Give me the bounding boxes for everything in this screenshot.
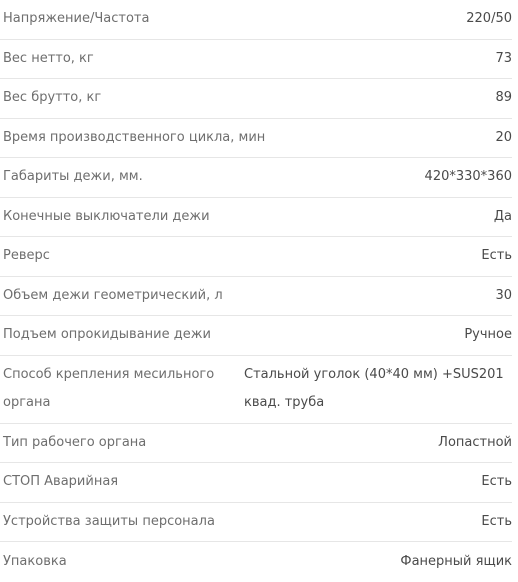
spec-label: Способ крепления месильного органа [3, 366, 215, 410]
spec-value: Лопастной [438, 434, 512, 450]
spec-label: Вес брутто, кг [3, 90, 102, 106]
spec-row [0, 424, 512, 464]
spec-value: 89 [495, 90, 512, 106]
spec-row [0, 79, 512, 119]
spec-row [0, 0, 512, 40]
spec-row [0, 316, 512, 356]
spec-row [0, 542, 512, 582]
spec-label: Объем дежи геометрический, л [3, 287, 223, 303]
spec-label: Устройства защиты персонала [3, 513, 215, 529]
spec-label: СТОП Аварийная [3, 474, 119, 490]
spec-value: Есть [481, 248, 512, 264]
spec-value: Да [493, 208, 512, 224]
spec-row [0, 119, 512, 159]
spec-value: Фанерный ящик [400, 553, 512, 569]
spec-label: Подъем опрокидывание дежи [3, 327, 211, 343]
spec-label: Напряжение/Частота [3, 11, 150, 27]
spec-value: Есть [481, 474, 512, 490]
spec-label: Упаковка [3, 553, 67, 569]
spec-row [0, 237, 512, 277]
spec-label: Тип рабочего органа [3, 434, 147, 450]
spec-row [0, 463, 512, 503]
spec-row [0, 158, 512, 198]
spec-value: Ручное [464, 327, 512, 343]
spec-value: 220/50 [466, 11, 512, 27]
spec-value: 20 [495, 129, 512, 145]
spec-row [0, 503, 512, 543]
spec-label: Габариты дежи, мм. [3, 169, 143, 185]
spec-label: Время производственного цикла, мин [3, 129, 266, 145]
spec-value: Есть [481, 513, 512, 529]
spec-row [0, 356, 512, 424]
spec-row [0, 277, 512, 317]
spec-value: 73 [495, 50, 512, 66]
spec-label: Конечные выключатели дежи [3, 208, 210, 224]
spec-value: Стальной уголок (40*40 мм) +SUS201 квад. труба [244, 366, 504, 410]
spec-value: 30 [495, 287, 512, 303]
spec-value: 420*330*360 [424, 169, 512, 185]
spec-row [0, 198, 512, 238]
spec-label: Вес нетто, кг [3, 50, 94, 66]
spec-row [0, 40, 512, 80]
spec-label: Реверс [3, 248, 50, 264]
